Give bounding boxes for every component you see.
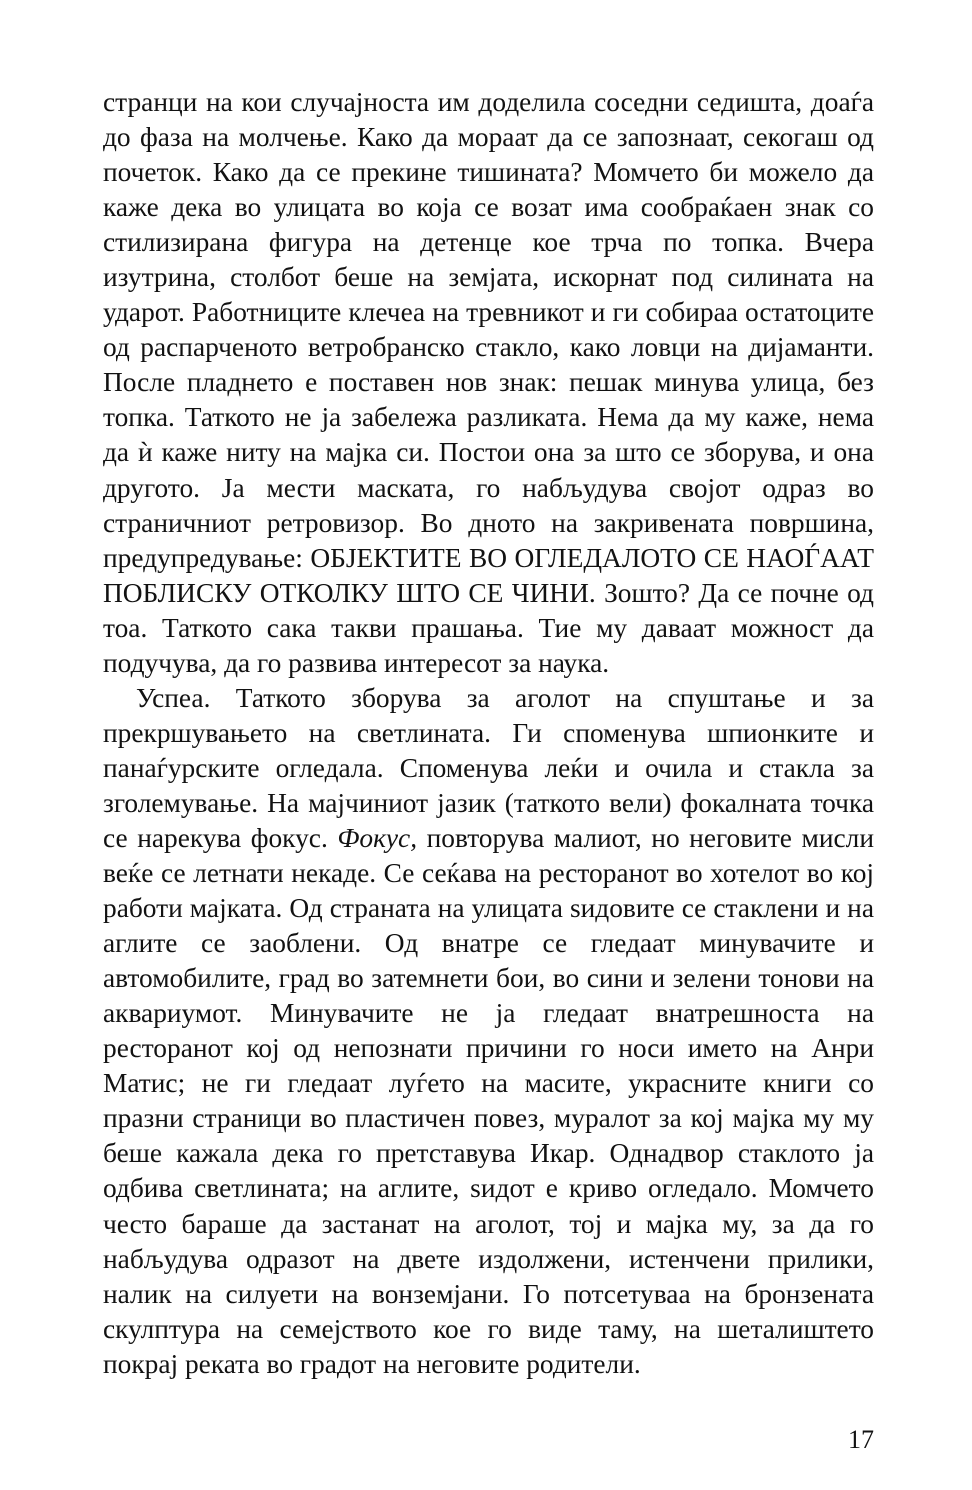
paragraph-2-segment-after-italic: повторува малиот, но неговите мисли веќе се летнати некаде. Се сеќава на ресторанот во хотелот во кој работи мајката. Од страната на улицата ѕидовите се стаклени и на аглите се заоблени. Од внатре се гледаат минувачите и автомобилите, град во затемнети бои, во сини и зелени тонови на аквариумот. Минувачите не ја гледаат внатрешноста на ресторанот кој од непознати причини го носи името на Анри Матис; не ги гледаат луѓето на масите, украсните книги со празни страници во пластичен повез, муралот за кој мајка му му беше кажала дека го претставува Икар. Однадвор стаклото ја одбива светлината; на аглите, ѕидот е криво огледало. Момчето често бараше да застанат на аголот, тој и мајка му, за да го набљудува одразот на двете издолжени, истенчени прилики, налик на силуети на вонземјани. Го потсетуваа на бронзената скулптура на семејството кое го виде таму, на шеталиштето покрај реката во градот на неговите родители. bbox=[103, 822, 874, 1379]
body-paragraph-2 bbox=[103, 681, 874, 1382]
page-number: 17 bbox=[848, 1425, 874, 1454]
paragraph-2-segment-before-italic: Успеа. Таткото зборува за аголот на спуштање и за прекршувањето на светлината. Ги споменува шпионките и панаѓурските огледала. Споменува леќи и очила и стакла за зголемување. На мајчиниот јазик (таткото вели) фокалната точка се нарекува фокус. bbox=[103, 682, 874, 853]
italic-word-fokus: Фокус, bbox=[337, 822, 418, 853]
text-column bbox=[103, 85, 874, 1382]
body-paragraph-1: странци на кои случајноста им доделила соседни седишта, доаѓа до фаза на молчење. Како да мораат да се запознаат, секогаш од почеток. Како да се прекине тишината? Момчето би можело да каже дека во улицата во која се возат има сообраќаен знак со стилизирана фигура на детенце кое трча по топка. Вчера изутрина, столбот беше на земјата, искорнат под силината на ударот. Работниците клечеа на тревникот и ги собираа остатоците од распарченото ветробранско стакло, како ловци на дијаманти. После пладнето е поставен нов знак: пешак минува улица, без топка. Таткото не ја забележа разликата. Нема да му каже, нема да ѝ каже ниту на мајка си. Постои она за што се зборува, и она другото. Ја мести маската, го набљудува својот одраз во страничниот ретровизор. Во дното на закривената површина, предупредување: ОБЈЕКТИТЕ ВО ОГЛЕДАЛОТО СЕ НАОЃААТ ПОБЛИСКУ ОТКОЛКУ ШТО СЕ ЧИНИ. Зошто? Да се почне од тоа. Таткото сака такви прашања. Тие му даваат можност да подучува, да го развива интересот за наука. bbox=[103, 87, 874, 678]
